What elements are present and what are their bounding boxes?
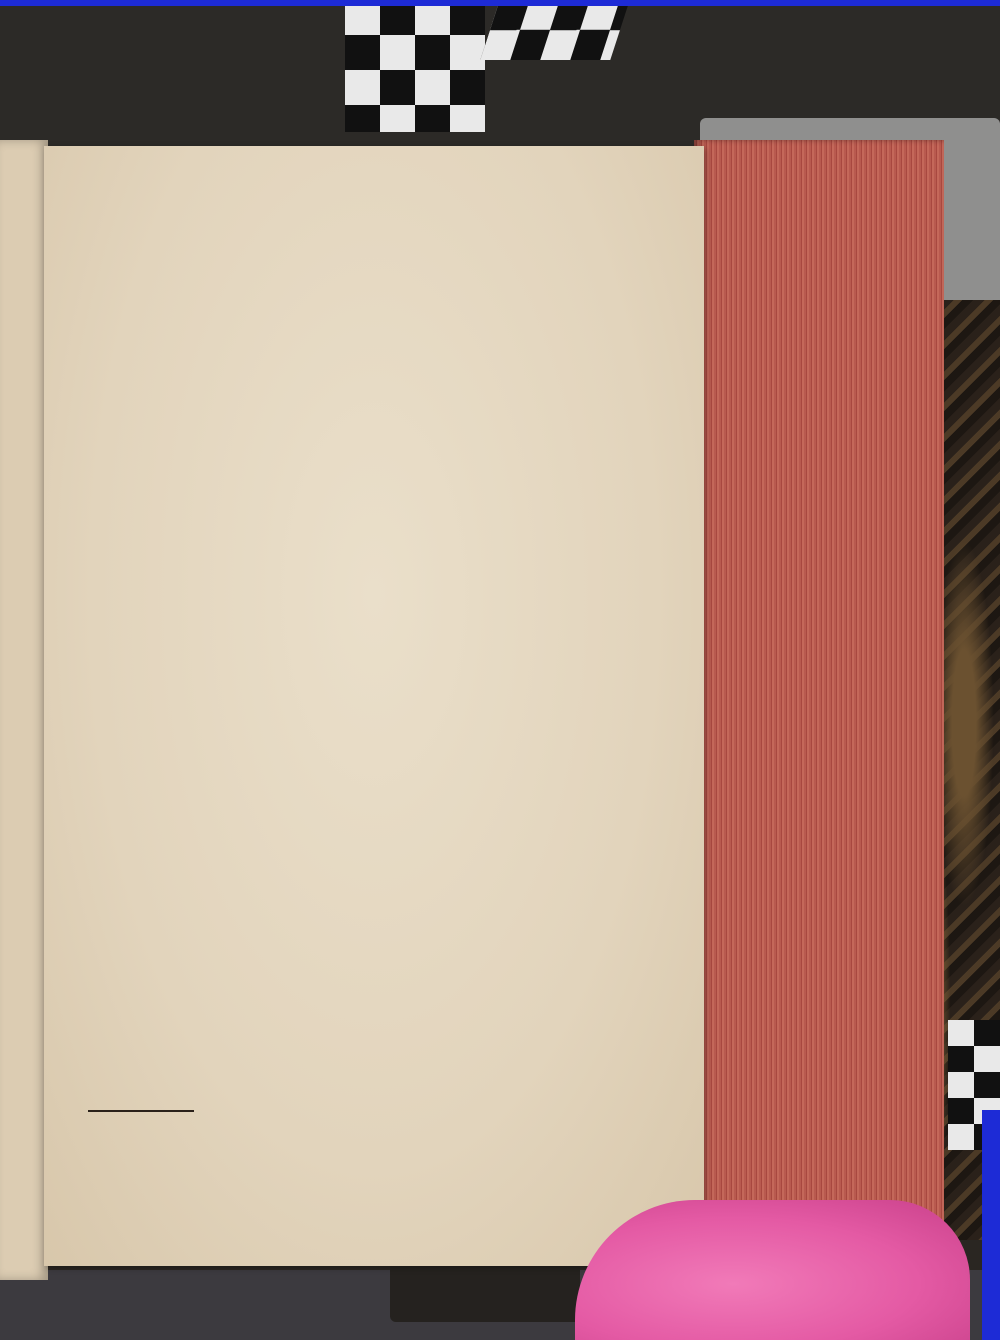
- left-facing-page: [0, 140, 48, 1280]
- book-fore-edge: [694, 140, 944, 1300]
- color-checker-target: [345, 0, 485, 132]
- right-frame-bar: [982, 1110, 1000, 1340]
- top-frame-bar: [0, 0, 1000, 6]
- footnote-rule: [88, 1110, 194, 1112]
- book-clamp: [390, 1262, 580, 1322]
- book-page: [44, 146, 704, 1266]
- pink-glove-hand: [575, 1200, 970, 1340]
- color-checker-target-2: [480, 0, 629, 60]
